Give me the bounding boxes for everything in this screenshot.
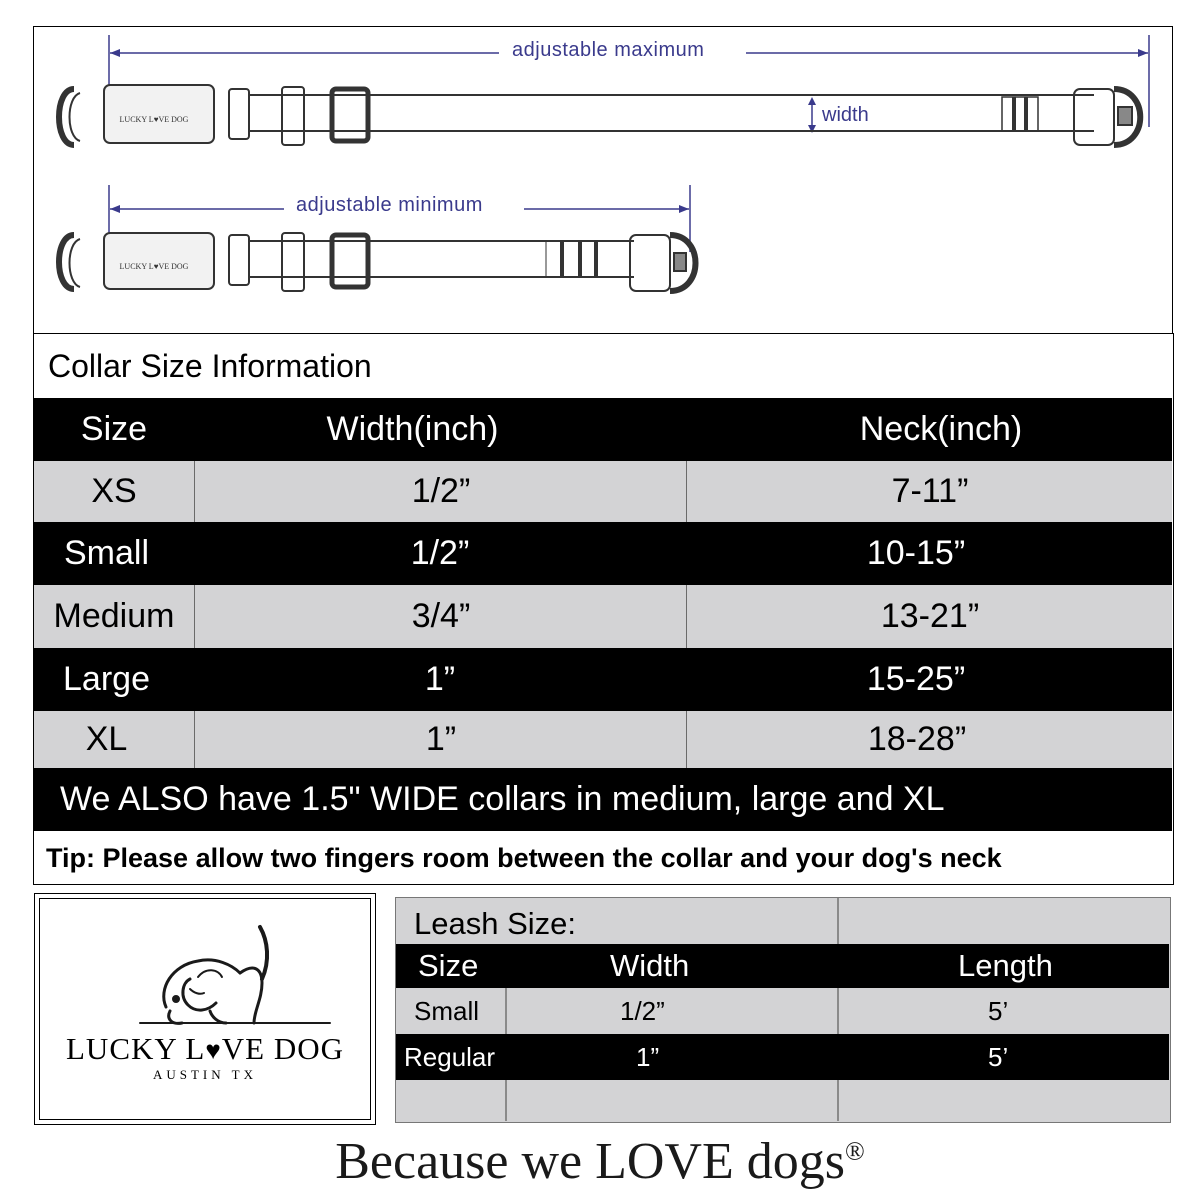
wide-collar-note-text: We ALSO have 1.5" WIDE collars in medium, large and XL: [60, 780, 945, 818]
divider: [837, 1080, 839, 1121]
leash-size-cell: Small: [414, 995, 480, 1026]
leash-size-cell: Regular: [404, 1041, 496, 1072]
brand-logo-frame: [39, 898, 371, 1120]
brand-location: AUSTIN TX: [152, 1067, 257, 1082]
divider: [837, 898, 839, 944]
leash-header-row: [396, 944, 1169, 988]
table-row: [34, 522, 1172, 585]
collar-header-row: [34, 398, 1172, 461]
divider: [505, 988, 507, 1034]
neck-cell: 18-28”: [686, 711, 1147, 768]
wide-collar-note: [34, 768, 1172, 831]
leash-width-cell: 1/2”: [620, 995, 665, 1026]
size-cell: Medium: [53, 597, 175, 635]
width-cell: 1”: [424, 660, 456, 698]
width-cell: 3/4”: [194, 585, 687, 648]
brand-logo-box: [34, 893, 376, 1125]
adjustable-maximum-label: adjustable maximum: [512, 39, 705, 61]
neck-cell: 10-15”: [866, 534, 966, 572]
header-width: Width(inch): [326, 410, 499, 448]
header-size: Size: [80, 410, 148, 448]
table-row-empty: [396, 1080, 1169, 1121]
collar-illustration: [34, 27, 1174, 335]
leash-size-table: [395, 897, 1171, 1123]
tip-text: Tip: Please allow two fingers room between the collar and your dog's neck: [46, 843, 1002, 873]
buckle-brand-text: LUCKY L♥VE DOG: [119, 115, 189, 124]
leash-table-title: Leash Size:: [414, 906, 576, 941]
size-cell: Small: [63, 534, 150, 572]
table-row: [396, 1034, 1169, 1080]
tagline: Because we LOVE dogs®: [335, 1133, 865, 1190]
heart-icon: ♥: [205, 1036, 222, 1065]
leash-header-length: Length: [958, 948, 1053, 983]
neck-cell: 15-25”: [866, 660, 966, 698]
table-row: [396, 988, 1169, 1034]
divider: [505, 1080, 507, 1121]
header-neck: Neck(inch): [859, 410, 1023, 448]
leash-header-width: Width: [610, 948, 690, 983]
collar-table-title: Collar Size Information: [48, 348, 372, 384]
divider: [837, 988, 839, 1034]
brand-name: LUCKY L♥VE DOG: [66, 1031, 344, 1066]
width-cell: 1”: [194, 711, 687, 768]
registered-mark: ®: [844, 1136, 865, 1166]
table-row: [34, 648, 1172, 711]
leash-length-cell: 5’: [988, 1041, 1009, 1072]
size-cell: XL: [85, 720, 128, 758]
dog-logo-icon: [40, 919, 374, 1029]
width-cell: 1/2”: [410, 534, 470, 572]
width-label: width: [822, 104, 869, 126]
adjustable-minimum-label: adjustable minimum: [296, 194, 483, 216]
collar-size-table: [33, 333, 1174, 885]
width-cell: 1/2”: [194, 461, 687, 522]
size-cell: Large: [63, 660, 150, 698]
collar-diagram: [33, 26, 1173, 334]
neck-cell: 13-21”: [686, 585, 1173, 648]
leash-width-cell: 1”: [636, 1041, 660, 1072]
buckle-brand-text-min: LUCKY L♥VE DOG: [119, 262, 189, 271]
neck-cell: 7-11”: [686, 461, 1173, 522]
table-row: [34, 711, 1172, 768]
table-row: [34, 461, 1172, 522]
table-row: [34, 585, 1172, 648]
size-cell: XS: [91, 472, 137, 510]
leash-length-cell: 5’: [988, 995, 1009, 1026]
leash-header-size: Size: [418, 948, 479, 983]
